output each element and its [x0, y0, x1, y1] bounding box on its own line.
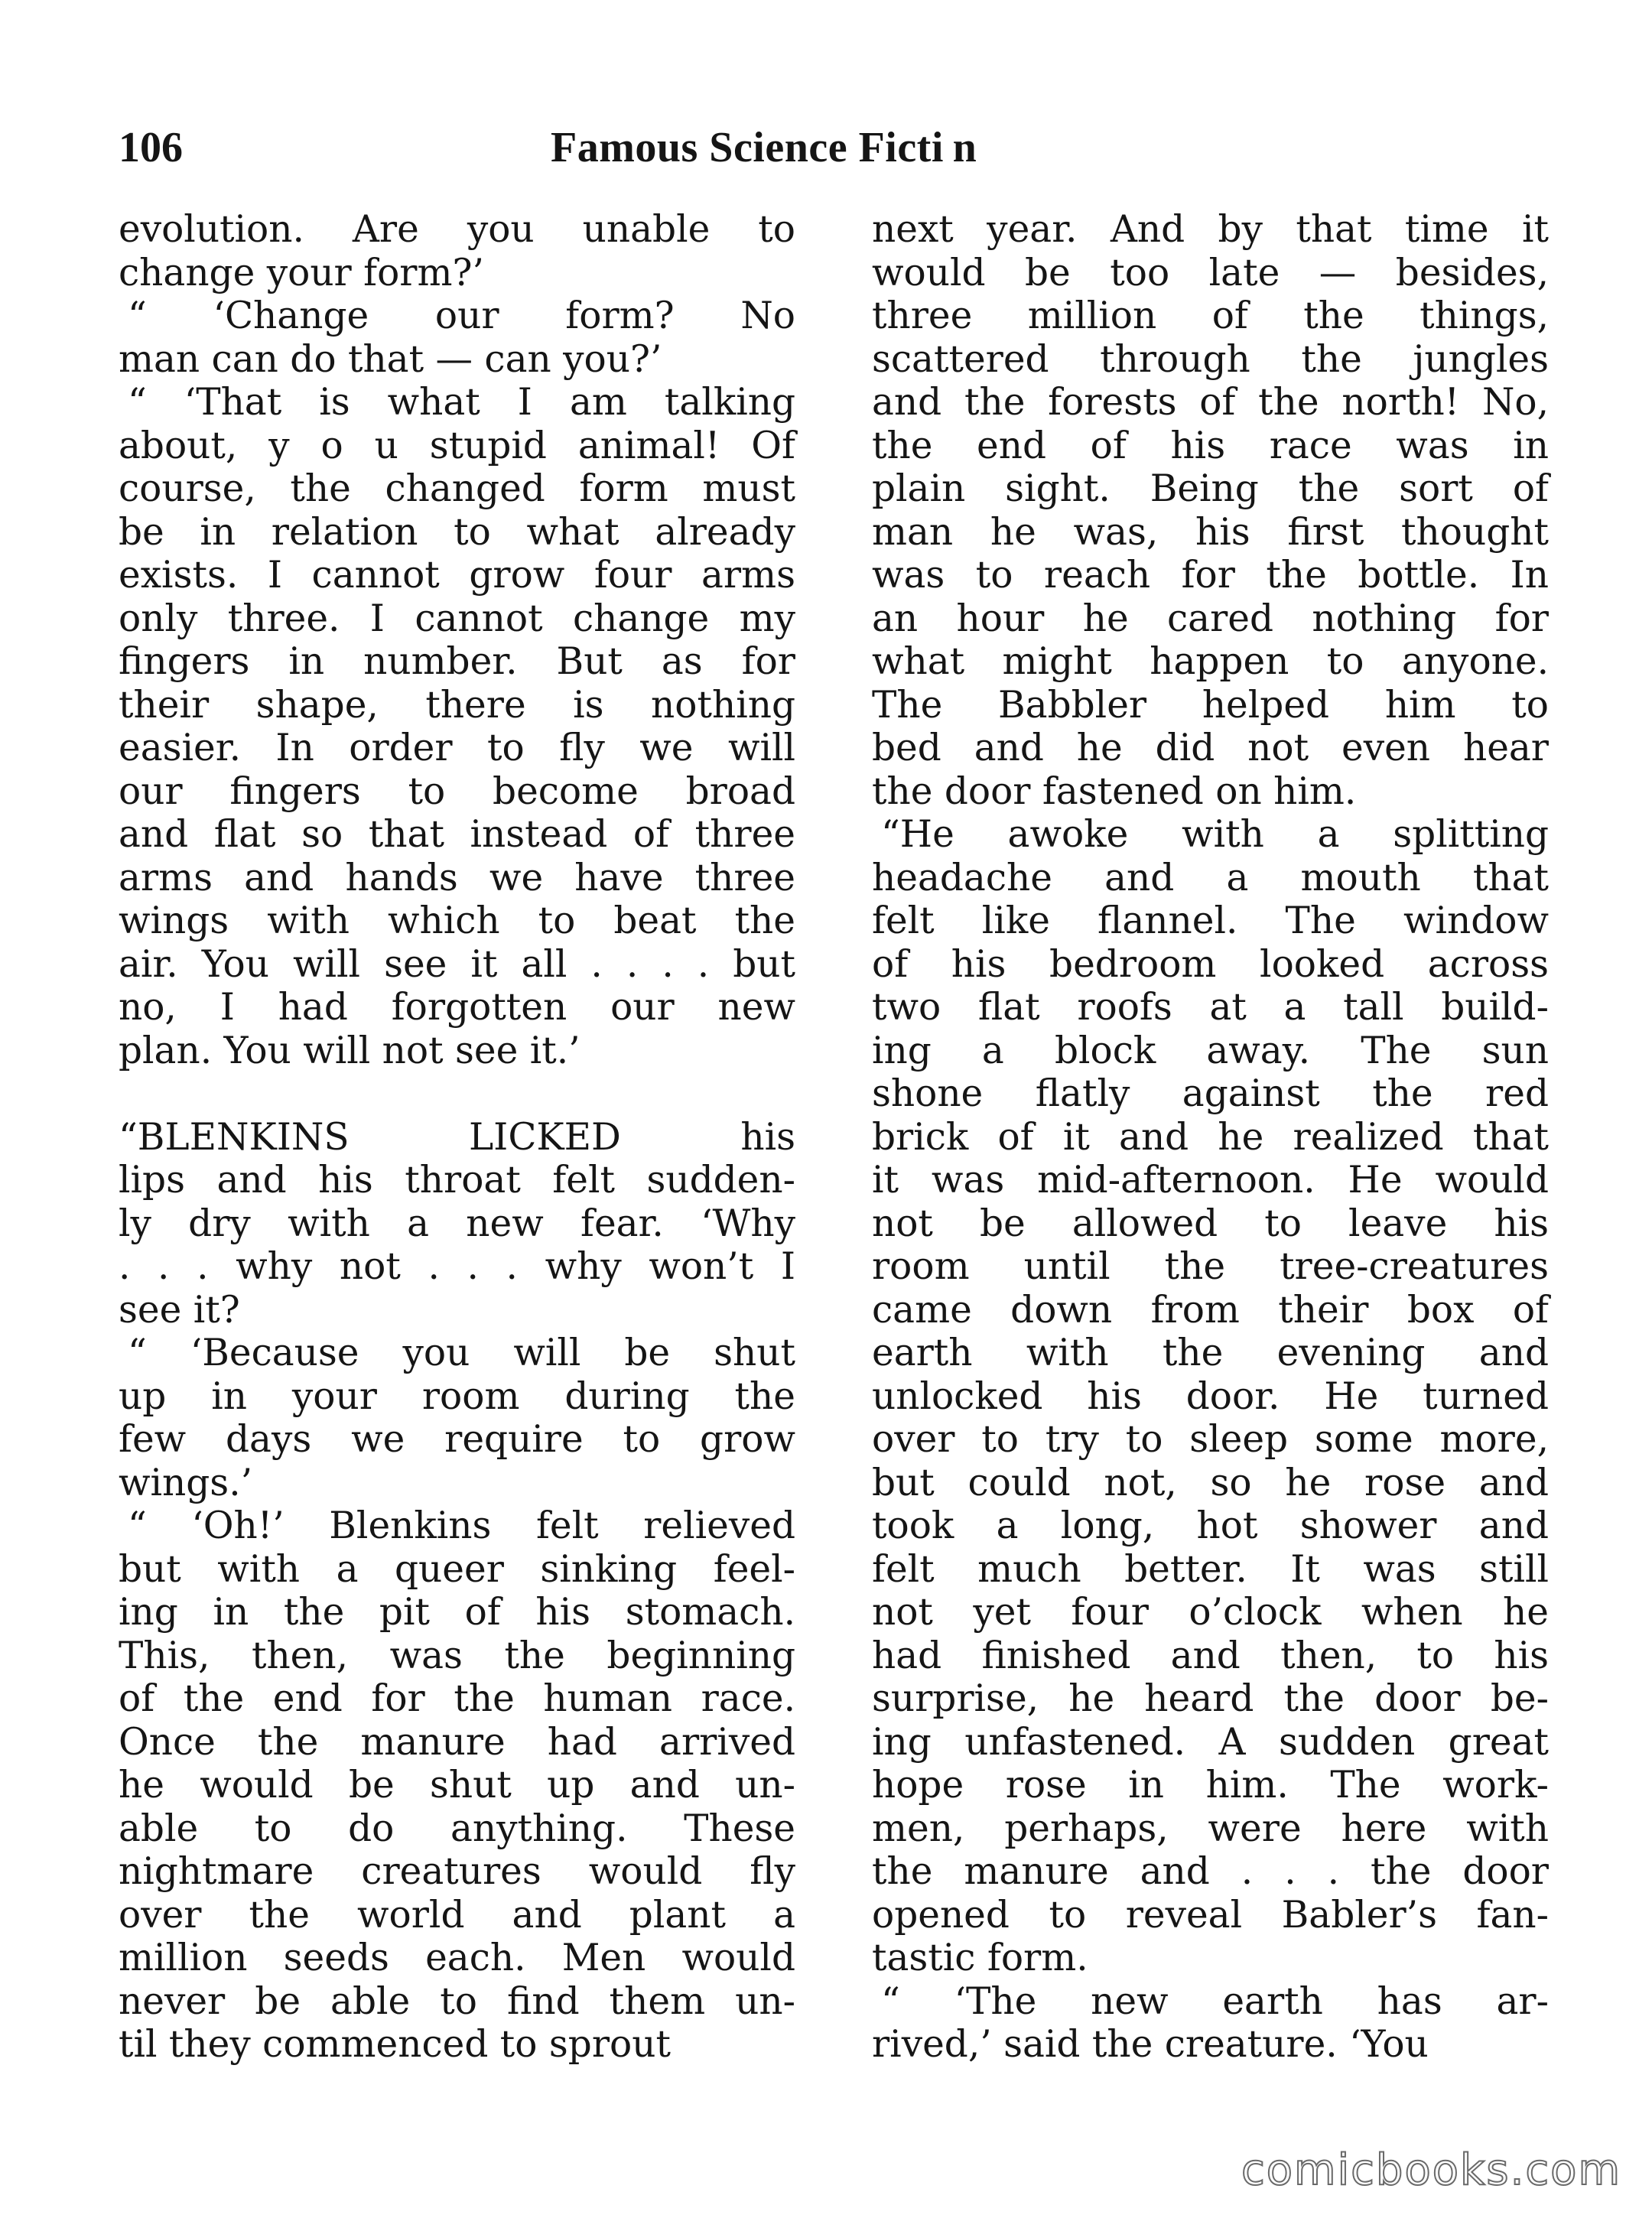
text-line: air. You will see it all . . . . but: [119, 942, 795, 986]
text-line: unlocked his door. He turned: [872, 1374, 1549, 1418]
text-line: wings with which to beat the: [119, 899, 795, 942]
text-line: over the world and plant a: [119, 1893, 795, 1937]
text-line: the manure and . . . the door: [872, 1850, 1549, 1893]
text-line: brick of it and he realized that: [872, 1115, 1549, 1159]
text-line: arms and hands we have three: [119, 856, 795, 899]
text-line: ing unfastened. A sudden great: [872, 1720, 1549, 1764]
text-line: “ ‘The new earth has ar-: [881, 1979, 1549, 2023]
text-line: opened to reveal Babler’s fan-: [872, 1893, 1549, 1937]
text-line: two flat roofs at a tall build-: [872, 986, 1549, 1029]
text-line: next year. And by that time it: [872, 208, 1549, 251]
text-line: exists. I cannot grow four arms: [119, 554, 795, 597]
text-line: and the forests of the north! No,: [872, 381, 1549, 424]
text-line: three million of the things,: [872, 294, 1549, 337]
text-line: bed and he did not even hear: [872, 727, 1549, 769]
text-line: man he was, his first thought: [872, 510, 1549, 554]
text-line: over to try to sleep some more,: [872, 1418, 1549, 1461]
text-line: million seeds each. Men would: [119, 1937, 795, 1979]
paragraph-gap: [119, 1072, 795, 1116]
text-line: plain sight. Being the sort of: [872, 467, 1549, 510]
text-line: but with a queer sinking feel-: [119, 1547, 795, 1591]
right-text-column: [872, 208, 1549, 2067]
text-line: easier. In order to fly we will: [119, 727, 795, 769]
text-line: “BLENKINS LICKED his: [119, 1115, 795, 1159]
text-line: evolution. Are you unable to: [119, 208, 795, 251]
text-line: hope rose in him. The work-: [872, 1764, 1549, 1807]
text-line: was to reach for the bottle. In: [872, 554, 1549, 597]
text-line: til they commenced to sprout: [119, 2023, 671, 2066]
text-line: what might happen to anyone.: [872, 640, 1549, 683]
text-line: room until the tree-creatures: [872, 1245, 1549, 1288]
text-line: ing a block away. The sun: [872, 1029, 1549, 1072]
text-line: fingers in number. But as for: [119, 640, 795, 683]
text-line: nightmare creatures would fly: [119, 1850, 795, 1893]
text-line: This, then, was the beginning: [119, 1634, 795, 1677]
text-line: an hour he cared nothing for: [872, 597, 1549, 640]
watermark: comicbooks.com: [1241, 2145, 1621, 2195]
text-line: “ ‘That is what I am talking: [128, 381, 795, 424]
text-line: wings.’: [119, 1461, 253, 1504]
text-line: it was mid-afternoon. He would: [872, 1159, 1549, 1202]
text-line: felt much better. It was still: [872, 1547, 1549, 1591]
text-line: ing in the pit of his stomach.: [119, 1591, 795, 1634]
text-line: no, I had forgotten our new: [119, 986, 795, 1029]
text-line: see it?: [119, 1288, 240, 1332]
text-line: Once the manure had arrived: [119, 1720, 795, 1764]
text-line: had finished and then, to his: [872, 1634, 1549, 1677]
running-title: Famous Science Ficti n: [551, 124, 977, 171]
text-line: the door fastened on him.: [872, 769, 1357, 813]
text-line: “He awoke with a splitting: [881, 813, 1549, 856]
text-line: not yet four o’clock when he: [872, 1591, 1549, 1634]
text-line: men, perhaps, were here with: [872, 1807, 1549, 1850]
text-line: earth with the evening and: [872, 1332, 1549, 1374]
text-line: “ ‘Because you will be shut: [128, 1332, 795, 1374]
left-text-column: [119, 208, 795, 2067]
text-line: headache and a mouth that: [872, 856, 1549, 899]
text-line: but could not, so he rose and: [872, 1461, 1549, 1504]
text-line: and flat so that instead of three: [119, 813, 795, 856]
text-line: our fingers to become broad: [119, 769, 795, 813]
text-line: tastic form.: [872, 1937, 1088, 1979]
text-line: able to do anything. These: [119, 1807, 795, 1850]
text-line: up in your room during the: [119, 1374, 795, 1418]
text-line: course, the changed form must: [119, 467, 795, 510]
text-line: of his bedroom looked across: [872, 942, 1549, 986]
text-line: shone flatly against the red: [872, 1072, 1549, 1115]
text-line: be in relation to what already: [119, 510, 795, 554]
text-line: would be too late — besides,: [872, 251, 1549, 294]
text-line: man can do that — can you?’: [119, 337, 662, 381]
text-line: lips and his throat felt sudden-: [119, 1159, 795, 1202]
text-line: not be allowed to leave his: [872, 1202, 1549, 1245]
text-line: of the end for the human race.: [119, 1677, 795, 1720]
text-line: their shape, there is nothing: [119, 683, 795, 727]
text-line: never be able to find them un-: [119, 1979, 795, 2023]
page-number: 106: [119, 124, 183, 171]
text-line: about, y o u stupid animal! Of: [119, 424, 795, 467]
text-line: ly dry with a new fear. ‘Why: [119, 1202, 795, 1245]
text-line: rived,’ said the creature. ‘You: [872, 2023, 1429, 2066]
text-line: few days we require to grow: [119, 1418, 795, 1461]
text-line: scattered through the jungles: [872, 337, 1549, 381]
text-line: The Babbler helped him to: [872, 683, 1549, 727]
text-line: plan. You will not see it.’: [119, 1029, 580, 1072]
text-line: change your form?’: [119, 251, 484, 294]
text-line: came down from their box of: [872, 1288, 1549, 1332]
text-line: . . . why not . . . why won’t I: [119, 1245, 795, 1288]
text-line: “ ‘Oh!’ Blenkins felt relieved: [128, 1504, 795, 1547]
text-line: the end of his race was in: [872, 424, 1549, 467]
text-line: took a long, hot shower and: [872, 1504, 1549, 1547]
text-line: felt like flannel. The window: [872, 899, 1549, 942]
text-line: he would be shut up and un-: [119, 1764, 795, 1807]
text-line: surprise, he heard the door be-: [872, 1677, 1549, 1720]
text-line: “ ‘Change our form? No: [128, 294, 795, 337]
text-line: only three. I cannot change my: [119, 597, 795, 640]
